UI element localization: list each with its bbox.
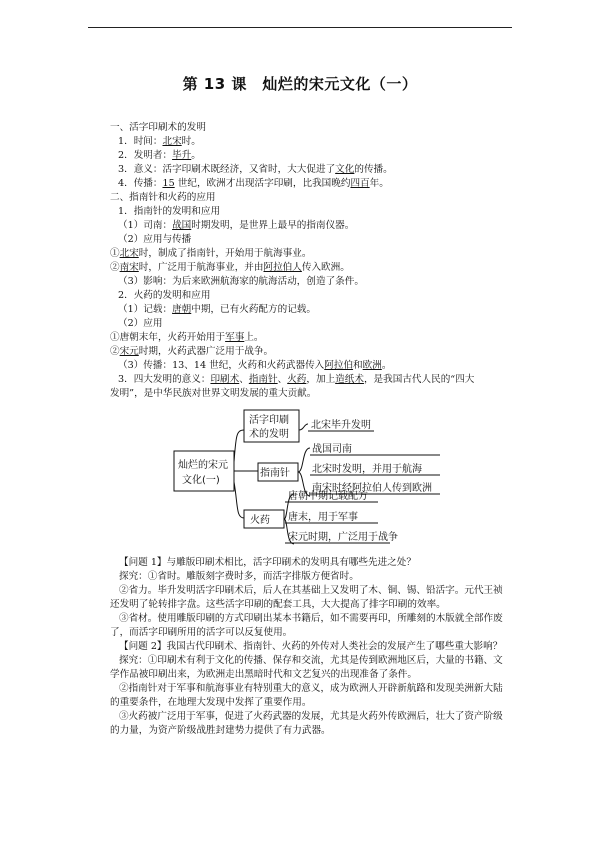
compass-leaf-3: 南宋时经阿拉伯人传到欧洲 [312,483,432,494]
qa-section [110,556,510,738]
s1-inventor: 2．发明者：毕升。 [118,150,201,161]
compass-influence: （3）影响：为后来欧洲航海家的航海活动，创造了条件。 [118,276,364,287]
powder-leaf-3: 宋元时期，广泛用于战争 [288,532,398,543]
gunpowder-application: （2）应用 [118,318,163,329]
compass-north-song: ①北宋时，制成了指南针，开始用于航海事业。 [110,248,312,259]
brace-print [234,430,244,462]
answer-2-2: ②指南针对于军事和航海事业有特别重大的意义，成为欧洲人开辟新航路和发现美洲新大陆的重要条件，在地理大发现中发挥了重要作用。 [110,683,503,708]
compass-brace [298,448,310,496]
question-2: 【问题 2】我国古代印刷术、指南针、火药的外传对人类社会的发展产生了哪些重大影响？ [119,641,503,652]
page-title: 第 13 课 灿烂的宋元文化（一） [182,75,418,93]
s1-spread: 4．传播：15 世纪，欧洲才出现活字印刷，比我国晚约四百年。 [118,178,389,189]
s1-time: 1．时间：北宋时。 [118,136,201,147]
compass-leaf-1: 战国司南 [312,444,352,455]
brace-powder [234,482,244,518]
compass-heading: 1．指南针的发明和应用 [118,206,221,217]
answer-1-1: 探究：①省时。雕版刻字费时多，而活字排版方便省时。 [119,571,359,582]
section2-heading: 二、指南针和火药的应用 [110,192,216,203]
s1-meaning: 3．意义：活字印刷术既经济，又省时，大大促进了文化的传播。 [118,164,393,175]
answer-1-2: ②省力。毕升发明活字印刷术后，后人在其基础上又发明了木、铜、锡、铅活字。元代王祯还发明了轮转排字盘。这些活字印刷的配套工具，大大提高了排字印刷的效率。 [110,585,503,610]
compass-application: （2）应用与传播 [118,234,192,245]
print-label-1: 活字印刷 [249,415,289,426]
compass-leaf-2: 北宋时发明，并用于航海 [312,464,422,475]
section1-heading: 一、活字印刷术的发明 [110,122,206,133]
answer-2-1: 探究：①印刷术有利于文化的传播、保存和交流，尤其是传到欧洲地区后，大量的书籍、文学作品被印刷出来，为欧洲走出黑暗时代和文艺复兴的出现准备了条件。 [110,655,503,680]
gunpowder-heading: 2．火药的发明和应用 [118,290,211,301]
print-leaf: 北宋毕升发明 [311,420,371,431]
gunpowder-record: （1）记载：唐朝中期，已有火药配方的记载。 [118,304,316,315]
root-label-1: 灿烂的宋元 [178,460,228,471]
four-inventions-meaning: 3．四大发明的意义：印刷术、指南针、火药，加上造纸术，是我国古代人民的“四大 [118,374,475,385]
print-label-2: 术的发明 [249,429,289,440]
four-inventions-meaning-2: 发明”，是中华民族对世界文明发展的重大贡献。 [110,388,317,399]
powder-label: 火药 [250,515,270,526]
compass-label: 指南针 [260,468,290,479]
powder-leaf-1: 唐朝中期记载配方 [288,491,368,502]
root-label-2: 文化(一) [182,475,220,486]
gunpowder-spread: （3）传播：13、14 世纪，火药和火药武器传入阿拉伯和欧洲。 [118,360,392,371]
compass-south-song: ②南宋时，广泛用于航海事业，并由阿拉伯人传入欧洲。 [110,262,350,273]
answer-1-3: ③省材。使用雕版印刷的方式印刷出某本书籍后，如不需要再印，所雕刻的木版就全部作废了，而活字印刷所用的活字可以反复使用。 [110,613,503,638]
compass-sinan: （1）司南：战国时期发明，是世界上最早的指南仪器。 [118,220,355,231]
gunpowder-tang: ①唐朝末年，火药开始用于军事上。 [110,332,264,343]
question-1: 【问题 1】与雕版印刷术相比，活字印刷术的发明具有哪些先进之处？ [119,557,416,568]
answer-2-3: ③火药被广泛用于军事，促进了火药武器的发展，尤其是火药外传欧洲后，壮大了资产阶级的力量，为资产阶级战胜封建势力提供了有力武器。 [110,711,503,736]
gunpowder-songyuan: ②宋元时期，火药武器广泛用于战争。 [110,346,274,357]
powder-leaf-2: 唐末，用于军事 [288,512,358,523]
